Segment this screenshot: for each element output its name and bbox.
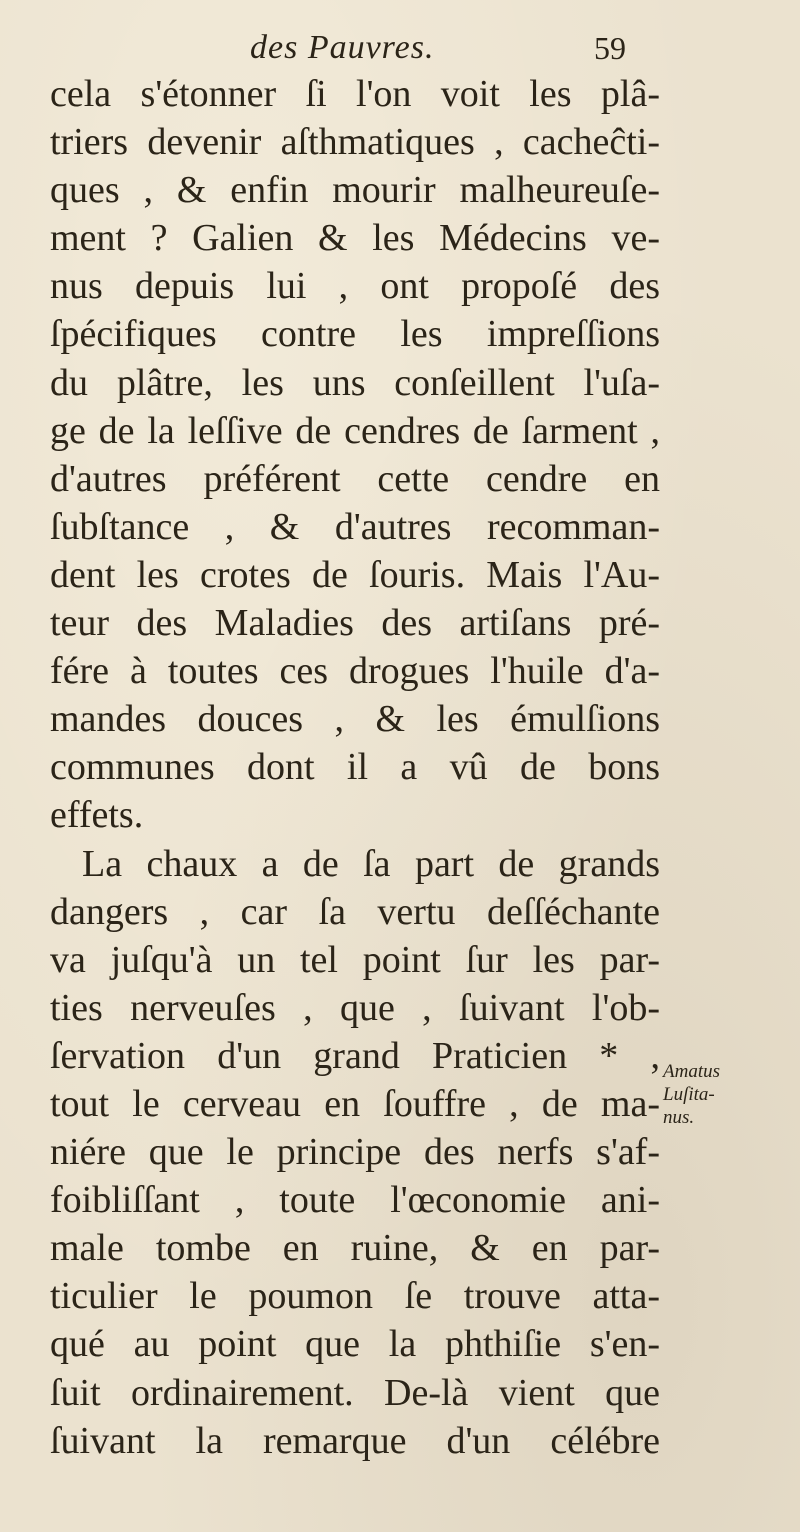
text-line: ment ? Galien & les Médecins ve-: [50, 217, 660, 260]
text-line: dangers , car ſa vertu deſſéchante: [50, 890, 660, 933]
text-line: effets.: [50, 794, 144, 837]
text-line: dent les crotes de ſouris. Mais l'Au-: [50, 553, 660, 596]
text-line: communes dont il a vû de bons: [50, 746, 660, 789]
margin-note-line: nus.: [663, 1107, 695, 1128]
margin-note: [663, 1060, 783, 1129]
text-line: teur des Maladies des artiſans pré-: [50, 602, 660, 645]
text-line: ge de la leſſive de cendres de ſarment ,: [50, 409, 660, 452]
text-line: foibliſſant , toute l'œconomie ani-: [50, 1179, 660, 1222]
running-title: des Pauvres.: [250, 29, 435, 66]
page-header: [0, 28, 800, 68]
text-line: d'autres préférent cette cendre en: [50, 457, 660, 500]
text-line: ticulier le poumon ſe trouve atta-: [50, 1275, 660, 1318]
text-line: ſpécifiques contre les impreſſions: [50, 313, 660, 356]
body-text: [50, 70, 660, 1465]
text-line: mandes douces , & les émulſions: [50, 698, 660, 741]
text-line: ties nerveuſes , que , ſuivant l'ob-: [50, 986, 660, 1029]
text-line: tout le cerveau en ſouffre , de ma-: [50, 1082, 660, 1125]
text-line: qué au point que la phthiſie s'en-: [50, 1323, 660, 1366]
text-line: ſuit ordinairement. De-là vient que: [50, 1371, 660, 1414]
text-line: triers devenir aſthmatiques , cacheĉti-: [50, 121, 660, 164]
text-line: La chaux a de ſa part de grands: [82, 842, 660, 885]
text-line: ques , & enfin mourir malheureuſe-: [50, 169, 660, 212]
text-line: ſervation d'un grand Praticien * ,: [50, 1034, 660, 1077]
text-line: ſubſtance , & d'autres recomman-: [50, 505, 660, 548]
margin-note-line: Luſita-: [663, 1084, 715, 1105]
text-line: fére à toutes ces drogues l'huile d'a-: [50, 650, 660, 693]
text-line: du plâtre, les uns conſeillent l'uſa-: [50, 361, 660, 404]
page-number: 59: [594, 30, 626, 66]
text-line: cela s'étonner ſi l'on voit les plâ-: [50, 73, 660, 115]
text-line: niére que le principe des nerfs s'af-: [50, 1131, 660, 1174]
text-line: nus depuis lui , ont propoſé des: [50, 265, 660, 308]
text-line: male tombe en ruine, & en par-: [50, 1227, 660, 1270]
margin-note-line: Amatus: [663, 1061, 720, 1082]
text-line: va juſqu'à un tel point ſur les par-: [50, 938, 660, 981]
text-line: ſuivant la remarque d'un célébre: [50, 1419, 660, 1462]
